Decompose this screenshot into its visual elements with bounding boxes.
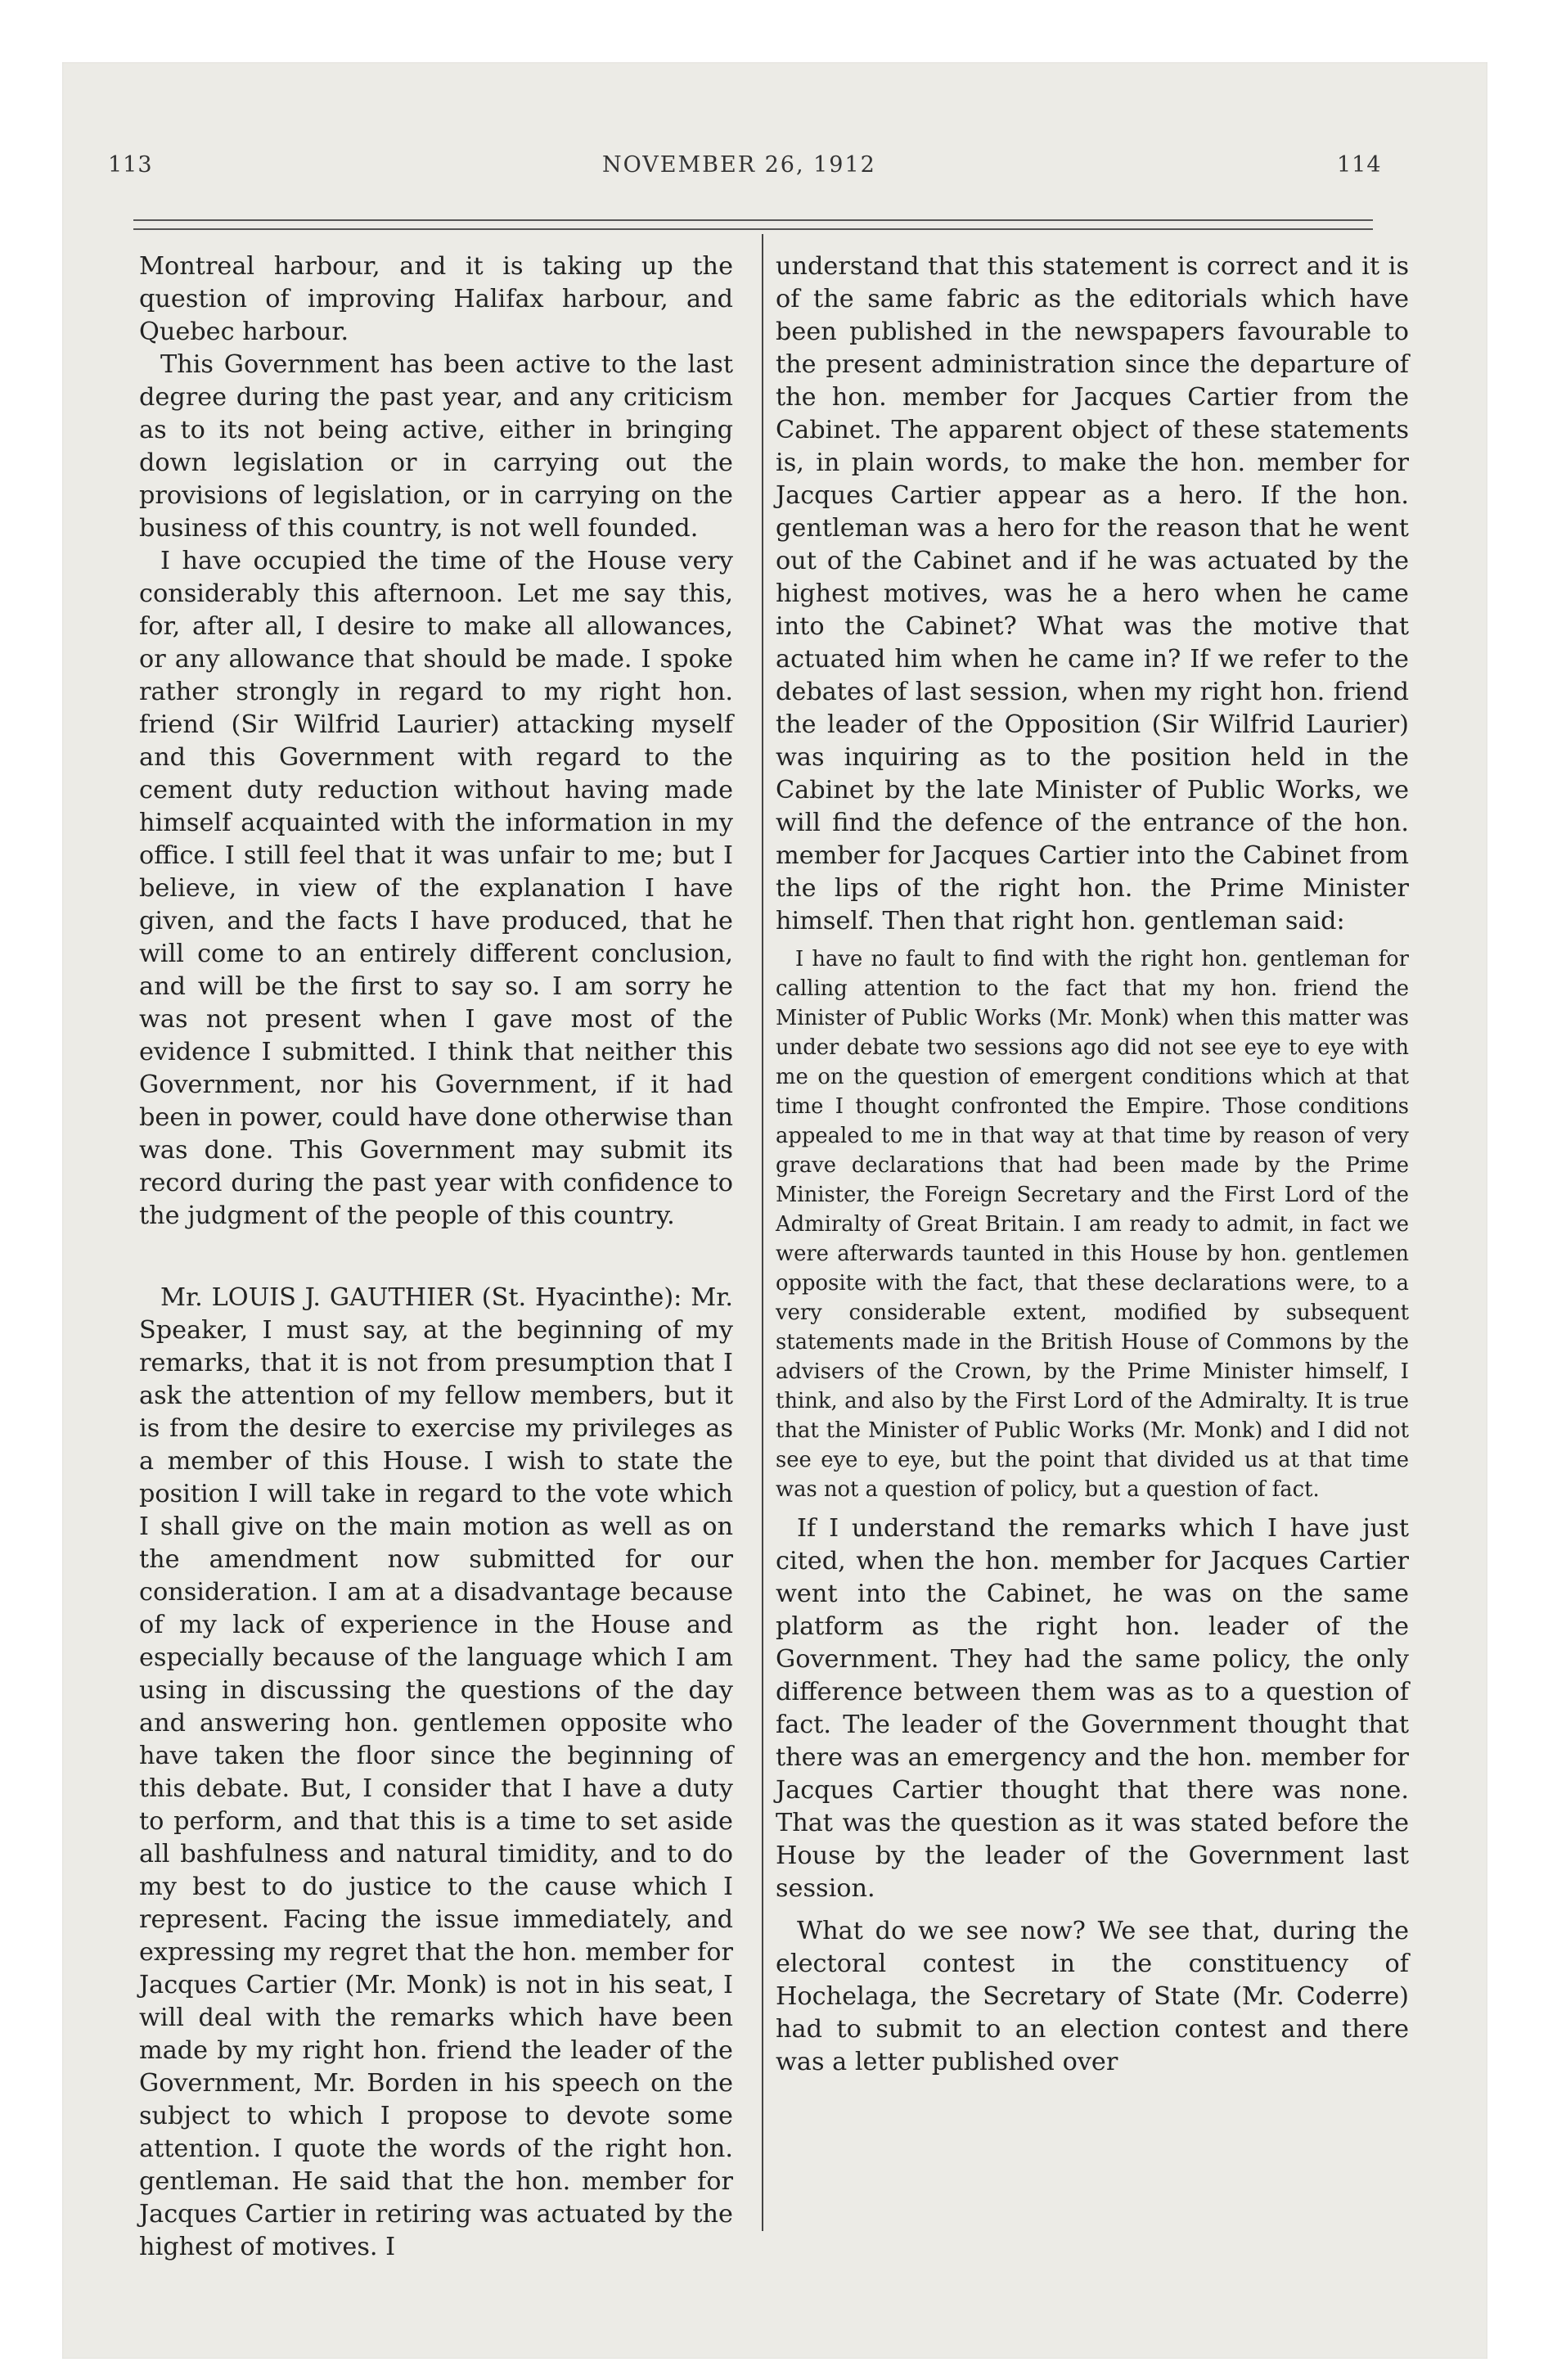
page-number-left: 113 (108, 152, 153, 178)
right-column (776, 250, 1409, 2079)
page-number-right: 114 (1337, 152, 1382, 178)
header-rule (133, 219, 1373, 221)
header-rule-double (133, 228, 1373, 230)
left-column (139, 250, 733, 2264)
paragraph: understand that this statement is correct and it is of the same fabric as the editorials which have been published in the newspapers favourable to the present administration since the departure of the hon. member for Jacques Cartier from the Cabinet. The apparent object of these statements is, in plain words, to make the hon. member for Jacques Cartier appear as a hero. If the hon. gentleman was a hero for the reason that he went out of the Cabinet and if he was actuated by the highest motives, was he a hero when he came into the Cabinet? What was the motive that actuated him when he came in? If we refer to the debates of last session, when my right hon. friend the leader of the Opposition (Sir Wilfrid Laurier) was inquiring as to the position held in the Cabinet by the late Minister of Public Works, we will find the defence of the entrance of the hon. member for Jacques Cartier into the Cabinet from the lips of the right hon. the Prime Minister himself. Then that right hon. gentleman said: (776, 252, 1409, 935)
paragraph: I have occupied the time of the House very considerably this afternoon. Let me say this, for, after all, I desire to make all allowances, or any allowance that should be made. I spoke rather strongly in regard to my right hon. friend (Sir Wilfrid Laurier) attacking myself and this Government with regard to the cement duty reduction without having made himself acquainted with the information in my office. I still feel that it was unfair to me; but I believe, in view of the explanation I have given, and the facts I have produced, that he will come to an entirely different conclusion, and will be the first to say so. I am sorry he was not present when I gave most of the evidence I submitted. I think that neither this Government, nor his Government, if it had been in power, could have done otherwise than was done. This Government may submit its record during the past year with confidence to the judgment of the people of this country. (139, 547, 733, 1230)
column-separator (762, 234, 763, 2231)
header-date: NOVEMBER 26, 1912 (602, 152, 876, 178)
paragraph: What do we see now? We see that, during the electoral contest in the constituency of Hochelaga, the Secretary of State (Mr. Coderre) had to submit to an election contest and there was a letter published over (776, 1917, 1409, 2076)
paragraph: If I understand the remarks which I have just cited, when the hon. member for Jacques Cartier went into the Cabinet, he was on the same platform as the right hon. leader of the Government. They had the same policy, the only difference between them was as to a question of fact. The leader of the Government thought that there was an emergency and the hon. member for Jacques Cartier thought that there was none. That was the question as it was stated before the House by the leader of the Government last session. (776, 1514, 1409, 1903)
paragraph: This Government has been active to the last degree during the past year, and any criticism as to its not being active, either in bringing down legislation or in carrying out the provisions of legislation, or in carrying on the business of this country, is not well founded. (139, 350, 733, 543)
block-quote: I have no fault to find with the right hon. gentleman for calling attention to the fact that my hon. friend the Minister of Public Works (Mr. Monk) when this matter was under debate two sessions ago did not see eye to eye with me on the question of emergent conditions which at that time I thought confronted the Empire. Those conditions appealed to me in that way at that time by reason of very grave declarations that had been made by the Prime Minister, the Foreign Secretary and the First Lord of the Admiralty of Great Britain. I am ready to admit, in fact we were afterwards taunted in this House by hon. gentlemen opposite with the fact, that these declarations were, to a very considerable extent, modified by subsequent statements made in the British House of Commons by the advisers of the Crown, by the Prime Minister himself, I think, and also by the First Lord of the Admiralty. It is true that the Minister of Public Works (Mr. Monk) and I did not see eye to eye, but the point that divided us at that time was not a question of policy, but a question of fact. (776, 947, 1409, 1502)
paragraph: Montreal harbour, and it is taking up the question of improving Halifax harbour, and Quebec harbour. (139, 252, 733, 346)
speech-paragraph: Mr. LOUIS J. GAUTHIER (St. Hyacinthe): Mr. Speaker, I must say, at the beginning of my remarks, that it is not from presumption that I ask the attention of my fellow members, but it is from the desire to exercise my privileges as a member of this House. I wish to state the position I will take in regard to the vote which I shall give on the main motion as well as on the amendment now submitted for our consideration. I am at a disadvantage because of my lack of experience in the House and especially because of the language which I am using in discussing the questions of the day and answering hon. gentlemen opposite who have taken the floor since the beginning of this debate. But, I consider that I have a duty to perform, and that this is a time to set aside all bashfulness and natural timidity, and to do my best to do justice to the cause which I represent. Facing the issue immediately, and expressing my regret that the hon. member for Jacques Cartier (Mr. Monk) is not in his seat, I will deal with the remarks which have been made by my right hon. friend the leader of the Government, Mr. Borden in his speech on the subject to which I propose to devote some attention. I quote the words of the right hon. gentleman. He said that the hon. member for Jacques Cartier in retiring was actuated by the highest of motives. I (139, 1283, 733, 2261)
